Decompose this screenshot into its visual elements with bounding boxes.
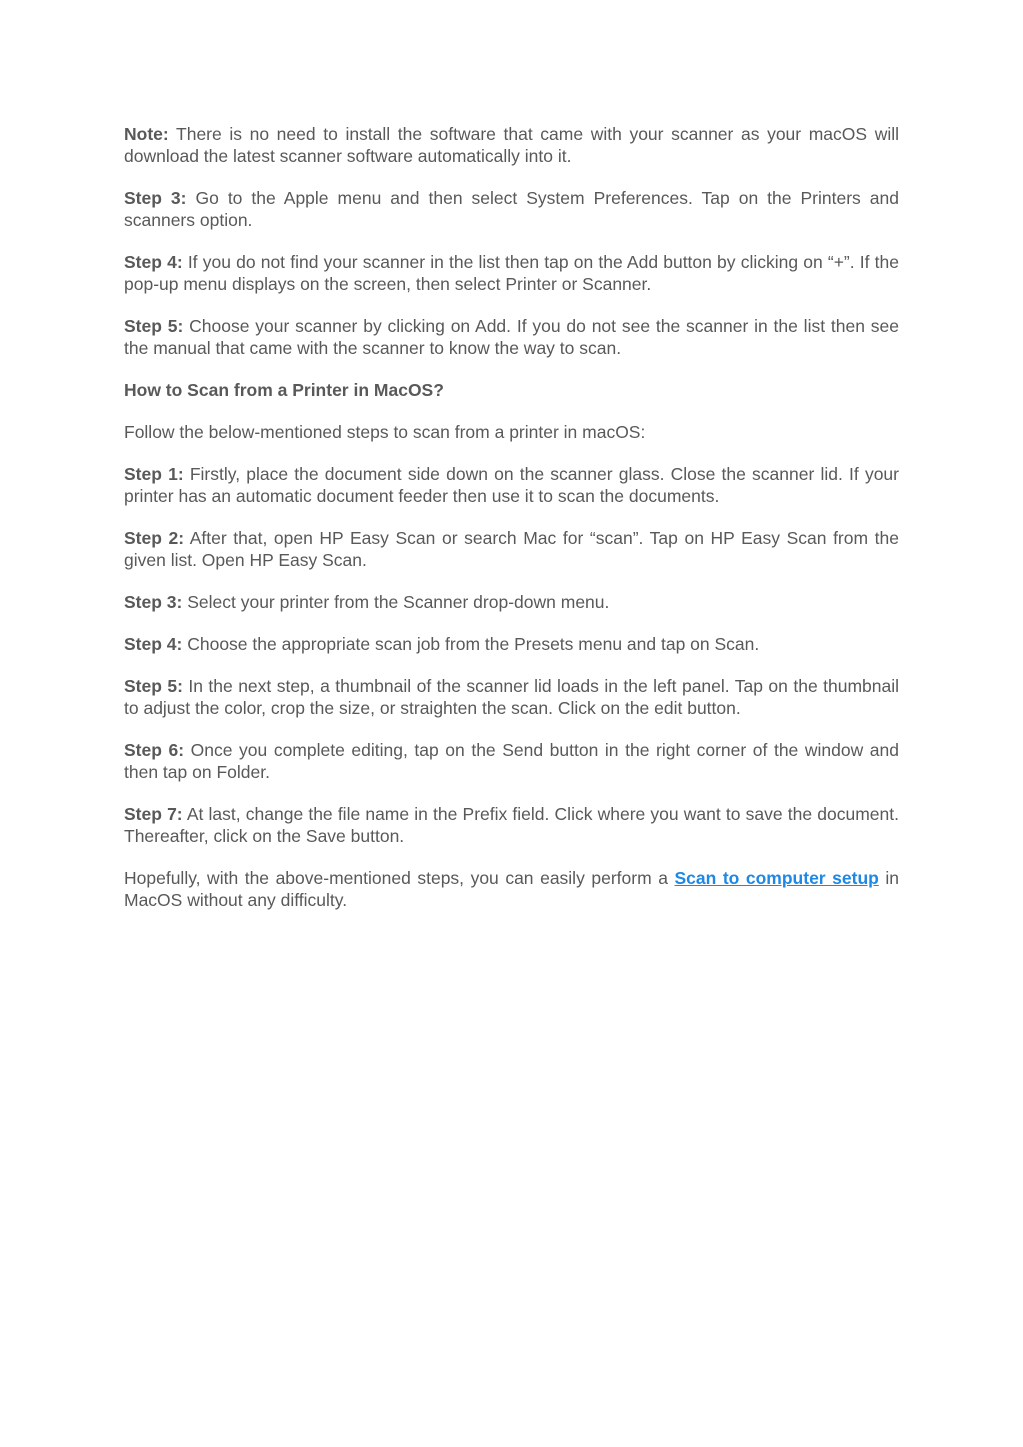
- note-label: Note:: [124, 124, 169, 144]
- scan-step-5-paragraph: [124, 675, 899, 719]
- scan-step-1-text: Firstly, place the document side down on the scanner glass. Close the scanner lid. If your printer has an automatic document feeder then use it to scan the documents.: [124, 464, 899, 506]
- scan-step-5-text: In the next step, a thumbnail of the scanner lid loads in the left panel. Tap on the thumbnail to adjust the color, crop the size, or straighten the scan. Click on the edit button.: [124, 676, 899, 718]
- scan-step-7-paragraph: [124, 803, 899, 847]
- scan-step-3-label: Step 3:: [124, 592, 183, 612]
- scan-step-4-label: Step 4:: [124, 634, 183, 654]
- scan-step-1-label: Step 1:: [124, 464, 184, 484]
- prep-step-4-paragraph: [124, 251, 899, 295]
- intro-paragraph: Follow the below-mentioned steps to scan from a printer in macOS:: [124, 422, 646, 442]
- closing-text-before: Hopefully, with the above-mentioned steps, you can easily perform a: [124, 868, 675, 888]
- scan-step-2-paragraph: [124, 527, 899, 571]
- scan-step-7-label: Step 7:: [124, 804, 183, 824]
- scan-step-5-label: Step 5:: [124, 676, 183, 696]
- prep-step-5-label: Step 5:: [124, 316, 184, 336]
- scan-step-7-text: At last, change the file name in the Prefix field. Click where you want to save the document. Thereafter, click on the Save button.: [124, 804, 899, 846]
- scan-step-1-paragraph: [124, 463, 899, 507]
- prep-step-5-paragraph: [124, 315, 899, 359]
- scan-step-6-label: Step 6:: [124, 740, 185, 760]
- scan-step-2-label: Step 2:: [124, 528, 185, 548]
- section-heading: How to Scan from a Printer in MacOS?: [124, 380, 444, 400]
- closing-text-after: in MacOS without any difficulty.: [124, 868, 900, 910]
- prep-step-4-text: If you do not find your scanner in the list then tap on the Add button by clicking on “+”. If the pop-up menu displays on the screen, then select Printer or Scanner.: [124, 252, 899, 294]
- prep-step-5-text: Choose your scanner by clicking on Add. If you do not see the scanner in the list then see the manual that came with the scanner to know the way to scan.: [124, 316, 899, 358]
- prep-step-3-paragraph: [124, 187, 899, 231]
- scan-step-4-text: Choose the appropriate scan job from the Presets menu and tap on Scan.: [182, 634, 760, 654]
- prep-step-3-text: Go to the Apple menu and then select System Preferences. Tap on the Printers and scanners option.: [124, 188, 899, 230]
- scan-step-3-paragraph: [124, 591, 899, 613]
- scan-step-6-paragraph: [124, 739, 899, 783]
- note-text: There is no need to install the software that came with your scanner as your macOS will download the latest scanner software automatically into it.: [124, 124, 899, 166]
- closing-paragraph: [124, 867, 899, 911]
- scan-step-3-text: Select your printer from the Scanner drop-down menu.: [182, 592, 610, 612]
- document-page: [124, 123, 899, 931]
- prep-step-4-label: Step 4:: [124, 252, 183, 272]
- scan-step-2-text: After that, open HP Easy Scan or search Mac for “scan”. Tap on HP Easy Scan from the given list. Open HP Easy Scan.: [124, 528, 899, 570]
- scan-step-4-paragraph: [124, 633, 899, 655]
- note-paragraph: [124, 123, 899, 167]
- scan-to-computer-setup-link[interactable]: Scan to computer setup: [674, 868, 879, 888]
- prep-step-3-label: Step 3:: [124, 188, 187, 208]
- scan-step-6-text: Once you complete editing, tap on the Send button in the right corner of the window and then tap on Folder.: [124, 740, 899, 782]
